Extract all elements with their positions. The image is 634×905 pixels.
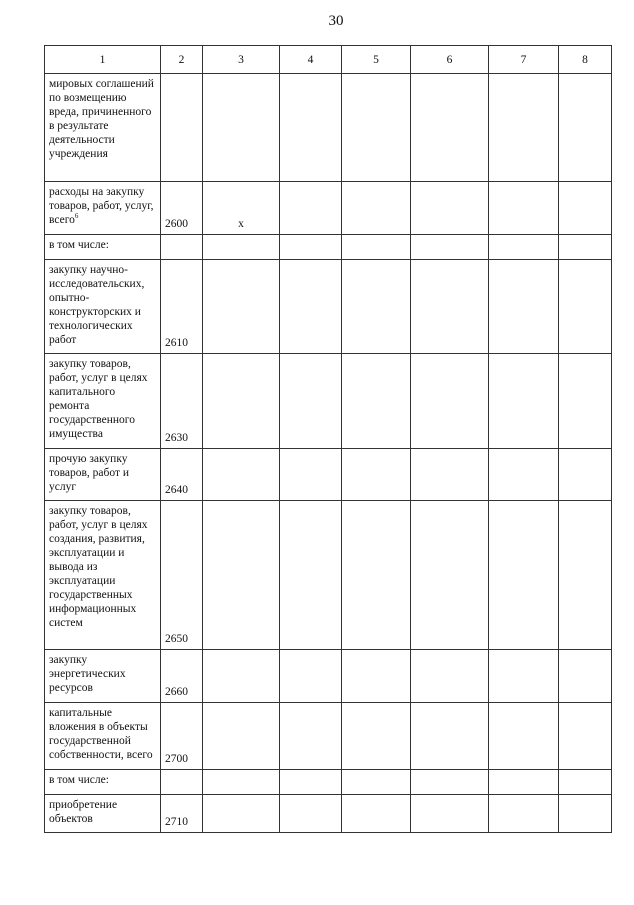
empty-cell xyxy=(411,354,489,449)
empty-cell xyxy=(280,501,342,650)
empty-cell xyxy=(280,770,342,795)
row-description xyxy=(45,770,161,795)
empty-cell xyxy=(411,74,489,182)
empty-cell xyxy=(489,260,559,354)
empty-cell xyxy=(280,650,342,703)
table-row xyxy=(45,235,612,260)
column-header: 1 xyxy=(45,46,161,74)
column-header: 4 xyxy=(280,46,342,74)
header-row xyxy=(45,46,612,74)
row-description xyxy=(45,449,161,501)
row-description-text: приобретение объектов xyxy=(49,799,118,825)
empty-cell xyxy=(489,795,559,833)
empty-cell xyxy=(342,795,411,833)
row-description-text: мировых соглашений по возмещению вреда, причиненного в результате деятельности учреждения xyxy=(49,78,154,160)
table-row xyxy=(45,703,612,770)
empty-cell xyxy=(342,74,411,182)
row-description-text: закупку научно-исследовательских, опытно-конструкторских и технологических работ xyxy=(49,264,145,346)
table-row xyxy=(45,182,612,235)
row-code xyxy=(161,74,203,182)
table-row xyxy=(45,260,612,354)
row-code xyxy=(161,235,203,260)
empty-cell xyxy=(489,74,559,182)
value-cell xyxy=(203,354,280,449)
table-row xyxy=(45,449,612,501)
empty-cell xyxy=(559,74,612,182)
row-code: 2610 xyxy=(161,260,203,354)
empty-cell xyxy=(342,703,411,770)
value-cell xyxy=(203,650,280,703)
empty-cell xyxy=(411,235,489,260)
row-code: 2700 xyxy=(161,703,203,770)
empty-cell xyxy=(559,182,612,235)
row-description xyxy=(45,703,161,770)
empty-cell xyxy=(280,260,342,354)
empty-cell xyxy=(280,74,342,182)
empty-cell xyxy=(280,354,342,449)
column-header: 8 xyxy=(559,46,612,74)
empty-cell xyxy=(559,501,612,650)
row-code: 2630 xyxy=(161,354,203,449)
empty-cell xyxy=(280,795,342,833)
value-cell xyxy=(203,501,280,650)
empty-cell xyxy=(342,650,411,703)
financial-table xyxy=(44,45,612,833)
row-description xyxy=(45,182,161,235)
empty-cell xyxy=(489,703,559,770)
empty-cell xyxy=(280,703,342,770)
value-cell xyxy=(203,260,280,354)
row-description-text: в том числе: xyxy=(49,774,109,786)
row-description xyxy=(45,260,161,354)
row-description xyxy=(45,235,161,260)
row-code: 2650 xyxy=(161,501,203,650)
row-code: 2640 xyxy=(161,449,203,501)
empty-cell xyxy=(489,235,559,260)
empty-cell xyxy=(342,354,411,449)
column-header: 3 xyxy=(203,46,280,74)
empty-cell xyxy=(280,182,342,235)
column-header: 2 xyxy=(161,46,203,74)
empty-cell xyxy=(342,235,411,260)
table-row xyxy=(45,770,612,795)
table-row xyxy=(45,74,612,182)
empty-cell xyxy=(342,182,411,235)
table-row xyxy=(45,354,612,449)
row-code xyxy=(161,770,203,795)
empty-cell xyxy=(489,182,559,235)
empty-cell xyxy=(411,182,489,235)
empty-cell xyxy=(411,795,489,833)
table-row xyxy=(45,795,612,833)
row-description-text: закупку товаров, работ, услуг в целях капитального ремонта государственного имущества xyxy=(49,358,148,440)
column-header: 6 xyxy=(411,46,489,74)
value-cell xyxy=(203,449,280,501)
value-cell: х xyxy=(203,182,280,235)
empty-cell xyxy=(489,449,559,501)
empty-cell xyxy=(559,449,612,501)
empty-cell xyxy=(489,770,559,795)
empty-cell xyxy=(559,770,612,795)
table-row xyxy=(45,501,612,650)
empty-cell xyxy=(411,260,489,354)
row-code: 2600 xyxy=(161,182,203,235)
empty-cell xyxy=(411,650,489,703)
empty-cell xyxy=(411,770,489,795)
empty-cell xyxy=(559,260,612,354)
empty-cell xyxy=(559,354,612,449)
row-description-text: в том числе: xyxy=(49,239,109,251)
column-header: 5 xyxy=(342,46,411,74)
empty-cell xyxy=(559,703,612,770)
footnote-marker: 6 xyxy=(74,212,79,221)
empty-cell xyxy=(342,449,411,501)
empty-cell xyxy=(411,449,489,501)
empty-cell xyxy=(489,650,559,703)
row-description xyxy=(45,650,161,703)
row-code: 2660 xyxy=(161,650,203,703)
empty-cell xyxy=(559,795,612,833)
value-cell xyxy=(203,74,280,182)
row-description-text: расходы на закупку товаров, работ, услуг, всего xyxy=(49,186,154,226)
row-description xyxy=(45,501,161,650)
empty-cell xyxy=(342,770,411,795)
row-description-text: закупку энергетических ресурсов xyxy=(49,654,126,694)
empty-cell xyxy=(489,354,559,449)
row-description xyxy=(45,795,161,833)
value-cell xyxy=(203,795,280,833)
row-description-text: прочую закупку товаров, работ и услуг xyxy=(49,453,130,493)
row-description xyxy=(45,354,161,449)
empty-cell xyxy=(411,703,489,770)
column-header: 7 xyxy=(489,46,559,74)
empty-cell xyxy=(342,260,411,354)
table-row xyxy=(45,650,612,703)
row-description-text: капитальные вложения в объекты государственной собственности, всего xyxy=(49,707,153,761)
page-number: 30 xyxy=(328,13,344,29)
value-cell xyxy=(203,703,280,770)
empty-cell xyxy=(411,501,489,650)
empty-cell xyxy=(280,449,342,501)
value-cell xyxy=(203,235,280,260)
empty-cell xyxy=(489,501,559,650)
empty-cell xyxy=(280,235,342,260)
row-code: 2710 xyxy=(161,795,203,833)
value-cell xyxy=(203,770,280,795)
empty-cell xyxy=(559,650,612,703)
row-description xyxy=(45,74,161,182)
empty-cell xyxy=(342,501,411,650)
empty-cell xyxy=(559,235,612,260)
row-description-text: закупку товаров, работ, услуг в целях создания, развития, эксплуатации и вывода из эксплуатации государственных информационных систем xyxy=(49,505,148,629)
